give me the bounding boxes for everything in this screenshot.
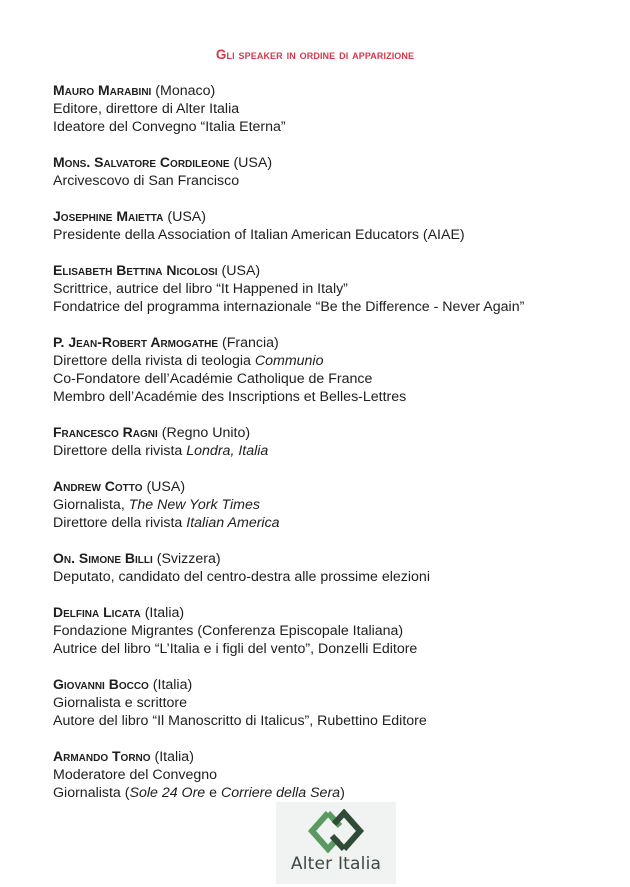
role-text: Autore del libro “Il Manoscritto di Italicus”, Rubettino Editore [53,713,427,729]
speaker-entry [53,603,623,658]
speaker-role-line [53,226,623,244]
speaker-entry [53,81,623,136]
speaker-name: P. Jean-Robert Armogathe [53,334,219,350]
role-text: Giornalista e scrittore [53,695,188,711]
publication-title: Communio [254,353,324,369]
speaker-country: (Francia) [222,335,279,351]
speaker-heading [53,747,623,766]
speaker-entry [53,261,623,316]
speaker-name: Mauro Marabini [53,82,152,98]
speaker-name: Elisabeth Bettina Nicolosi [53,262,218,278]
role-text: Ideatore del Convegno “Italia Eterna” [53,119,286,135]
speaker-entry [53,153,623,190]
speaker-name: Armando Torno [53,748,151,764]
speaker-entry [53,675,623,730]
speaker-name: Mons. Salvatore Cordileone [53,154,230,170]
role-text: e [205,785,221,801]
speaker-role-line [53,442,623,460]
role-text: Autrice del libro “L’Italia e i figli del vento”, Donzelli Editore [53,641,418,657]
speaker-country: (Svizzera) [156,551,221,567]
speaker-role-line [53,118,623,136]
speaker-heading [53,153,623,172]
alter-italia-logo [276,802,396,884]
role-text: Editore, direttore di Alter Italia [53,101,240,117]
speaker-country: (Italia) [144,605,185,621]
speaker-role-line [53,514,623,532]
speaker-role-line [53,352,623,370]
role-text: Giornalista, [53,497,129,513]
role-text: Giornalista ( [53,785,130,801]
speaker-heading [53,81,623,100]
speaker-entry [53,549,623,586]
role-text: Arcivescovo di San Francisco [53,173,240,189]
logo-text: Alter Italia [290,854,382,874]
speaker-heading [53,603,623,622]
speaker-country: (USA) [146,479,186,495]
publication-title: Londra, Italia [186,443,269,459]
publication-title: Sole 24 Ore [129,785,206,801]
speaker-role-line [53,640,623,658]
role-text: Fondatrice del programma internazionale “Be the Difference - Never Again” [53,299,525,315]
speaker-entry [53,207,623,244]
speaker-name: Giovanni Bocco [53,676,149,692]
speaker-country: (USA) [167,209,206,225]
speaker-name: On. Simone Billi [53,550,153,566]
speaker-heading [53,477,623,496]
role-text: Moderatore del Convegno [53,767,218,783]
role-text: Direttore della rivista [53,443,187,459]
speaker-role-line [53,784,623,802]
speaker-role-line [53,370,623,388]
speaker-country: (Italia) [152,677,193,693]
speaker-name: Francesco Ragni [53,424,158,440]
publication-title: The New York Times [128,497,260,513]
speaker-role-line [53,496,623,514]
role-text: Direttore della rivista [53,515,187,531]
role-text: Deputato, candidato del centro-destra alle prossime elezioni [53,569,430,585]
speaker-role-line [53,712,623,730]
role-text: Direttore della rivista di teologia [53,353,255,369]
speaker-name: Andrew Cotto [53,478,143,494]
speaker-entry [53,333,623,406]
speaker-role-line [53,388,623,406]
speaker-entry [53,423,623,460]
interlocked-diamonds-icon [308,809,364,853]
speaker-role-line [53,568,623,586]
speaker-role-line [53,280,623,298]
speaker-heading [53,423,623,442]
speaker-entry [53,747,623,802]
speaker-role-line [53,100,623,118]
speaker-heading [53,675,623,694]
speaker-country: (USA) [221,263,261,279]
speaker-country: (Italia) [154,749,194,765]
speaker-role-line [53,298,623,316]
speaker-name: Josephine Maietta [53,208,164,224]
speaker-heading [53,261,623,280]
speaker-entry [53,477,623,532]
publication-title: Italian America [186,515,280,531]
speaker-list [53,81,623,819]
speaker-heading [53,207,623,226]
speaker-heading [53,333,623,352]
role-text: Presidente della Association of Italian American Educators (AIAE) [53,227,465,243]
role-text: Scrittrice, autrice del libro “It Happened in Italy” [53,281,348,297]
speaker-country: (Monaco) [155,83,216,99]
speaker-name: Delfina Licata [53,604,141,620]
role-text: Membro dell’Académie des Inscriptions et Belles-Lettres [53,389,407,405]
speaker-heading [53,549,623,568]
publication-title: Corriere della Sera [220,785,341,801]
speaker-role-line [53,694,623,712]
speaker-role-line [53,172,623,190]
speaker-role-line [53,622,623,640]
role-text: Co-Fondatore dell’Académie Catholique de France [53,371,373,387]
role-text: Fondazione Migrantes (Conferenza Episcopale Italiana) [53,623,404,639]
speaker-role-line [53,766,623,784]
speaker-country: (USA) [233,155,273,171]
page-title: Gli speaker in ordine di apparizione [215,47,415,62]
speaker-country: (Regno Unito) [161,425,251,441]
role-text: ) [340,785,345,801]
